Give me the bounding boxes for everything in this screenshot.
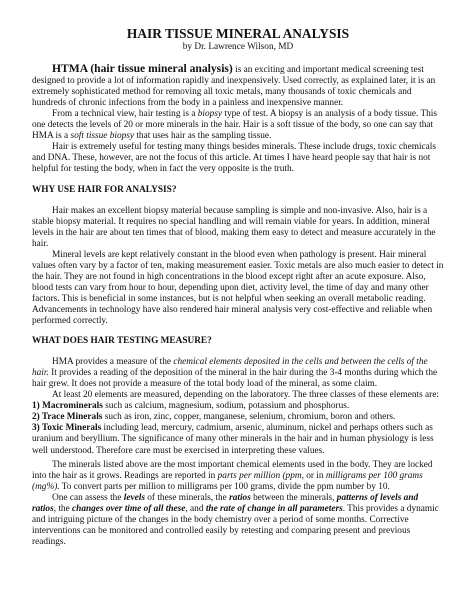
why-paragraph-2: Mineral levels are kept relatively constant in the blood even when pathology is present. Hair mineral values often vary by a factor of ten, making measurement easier. Toxic metals are also much easier to detect in the hair. They are not found in high concentrations in the blood except right after an acute exposure. Also, blood tests can vary from hour to hour, depending upon diet, activity level, the time of day and many other factors. This is beneficial in some instances, but is not helpful when seeking an overall metabolic reading. Advancements in technology have also rendered hair mineral analysis very cost-effective and reliable when performed correctly. [32, 249, 444, 327]
biopsy-paragraph: From a technical view, hair testing is a biopsy type of test. A biopsy is an analysis of a body tissue. This one detects the levels of 20 or more minerals in the hair. Hair is a soft tissue of the body, so one can say that HMA is a soft tissue biopsy that uses hair as the sampling tissue. [32, 109, 437, 142]
class-trace-minerals: 2) Trace Minerals such as iron, zinc, copper, manganese, selenium, chromium, boron and others. [32, 412, 396, 423]
other-uses-paragraph: Hair is extremely useful for testing many things besides minerals. These include drugs, toxic chemicals and DNA. These, however, are not the focus of this article. At times I have heard people say that hair is not helpful for testing the body, when in fact the very opposite is the truth. [32, 142, 437, 175]
what-paragraph-1: HMA provides a measure of the chemical elements deposited in the cells and between the cells of the hair. It provides a reading of the deposition of the mineral in the hair during the 3-4 months during which the hair grew. It does not provide a measure of the total body load of the mineral, as some claim. [32, 357, 438, 390]
author-byline: by Dr. Lawrence Wilson, MD [182, 42, 294, 52]
assessment-paragraph: One can assess the levels of these minerals, the ratios between the minerals, patterns of levels and ratios, the changes over time of all these, and the rate of change in all parameters. This provides a dynamic and intriguing picture of the changes in the body chemistry over a period of some months. Corrective interventions can be monitored and controlled easily by retesting and comparing present and previous readings. [32, 492, 439, 547]
lead-term: HTMA (hair tissue mineral analysis) [52, 62, 233, 76]
class-toxic-minerals: 3) Toxic Minerals including lead, mercury, cadmium, arsenic, aluminum, nickel and perhaps others such as uranium and beryllium. The significance of many other minerals in the hair and in human physiology is less well understood. Therefore care must be exercised in interpreting these values. [32, 423, 434, 456]
why-paragraph-1: Hair makes an excellent biopsy material because sampling is simple and non-invasive. Also, hair is a stable biopsy material. It requires no special handling and will remain viable for years. In addition, mineral levels in the hair are about ten times that of blood, making them easy to detect and measure accurately in the hair. [32, 205, 436, 249]
units-paragraph: The minerals listed above are the most important chemical elements used in the body. They are locked into the hair as it grows. Readings are reported in parts per million (ppm, or in milligrams per 100 grams (mg%). To convert parts per million to milligrams per 100 grams, divide the ppm number by 10. [32, 459, 433, 492]
intro-paragraph: HTMA (hair tissue mineral analysis) is an exciting and important medical screening test designed to provide a lot of information rapidly and inexpensively. Used correctly, as explained later, it is an extremely sophisticated method for removing all toxic metals, many thousands of toxic chemicals and hundreds of chronic infections from the body in a painless and inexpensive manner. [32, 62, 436, 109]
what-paragraph-2: At least 20 elements are measured, depending on the laboratory. The three classes of these elements are: [52, 390, 439, 401]
class-macrominerals: 1) Macrominerals such as calcium, magnesium, sodium, potassium and phosphorus. [32, 401, 350, 412]
document-title: HAIR TISSUE MINERAL ANALYSIS [126, 26, 350, 41]
section-heading-why: WHY USE HAIR FOR ANALYSIS? [32, 184, 177, 195]
section-heading-what: WHAT DOES HAIR TESTING MEASURE? [32, 336, 212, 347]
